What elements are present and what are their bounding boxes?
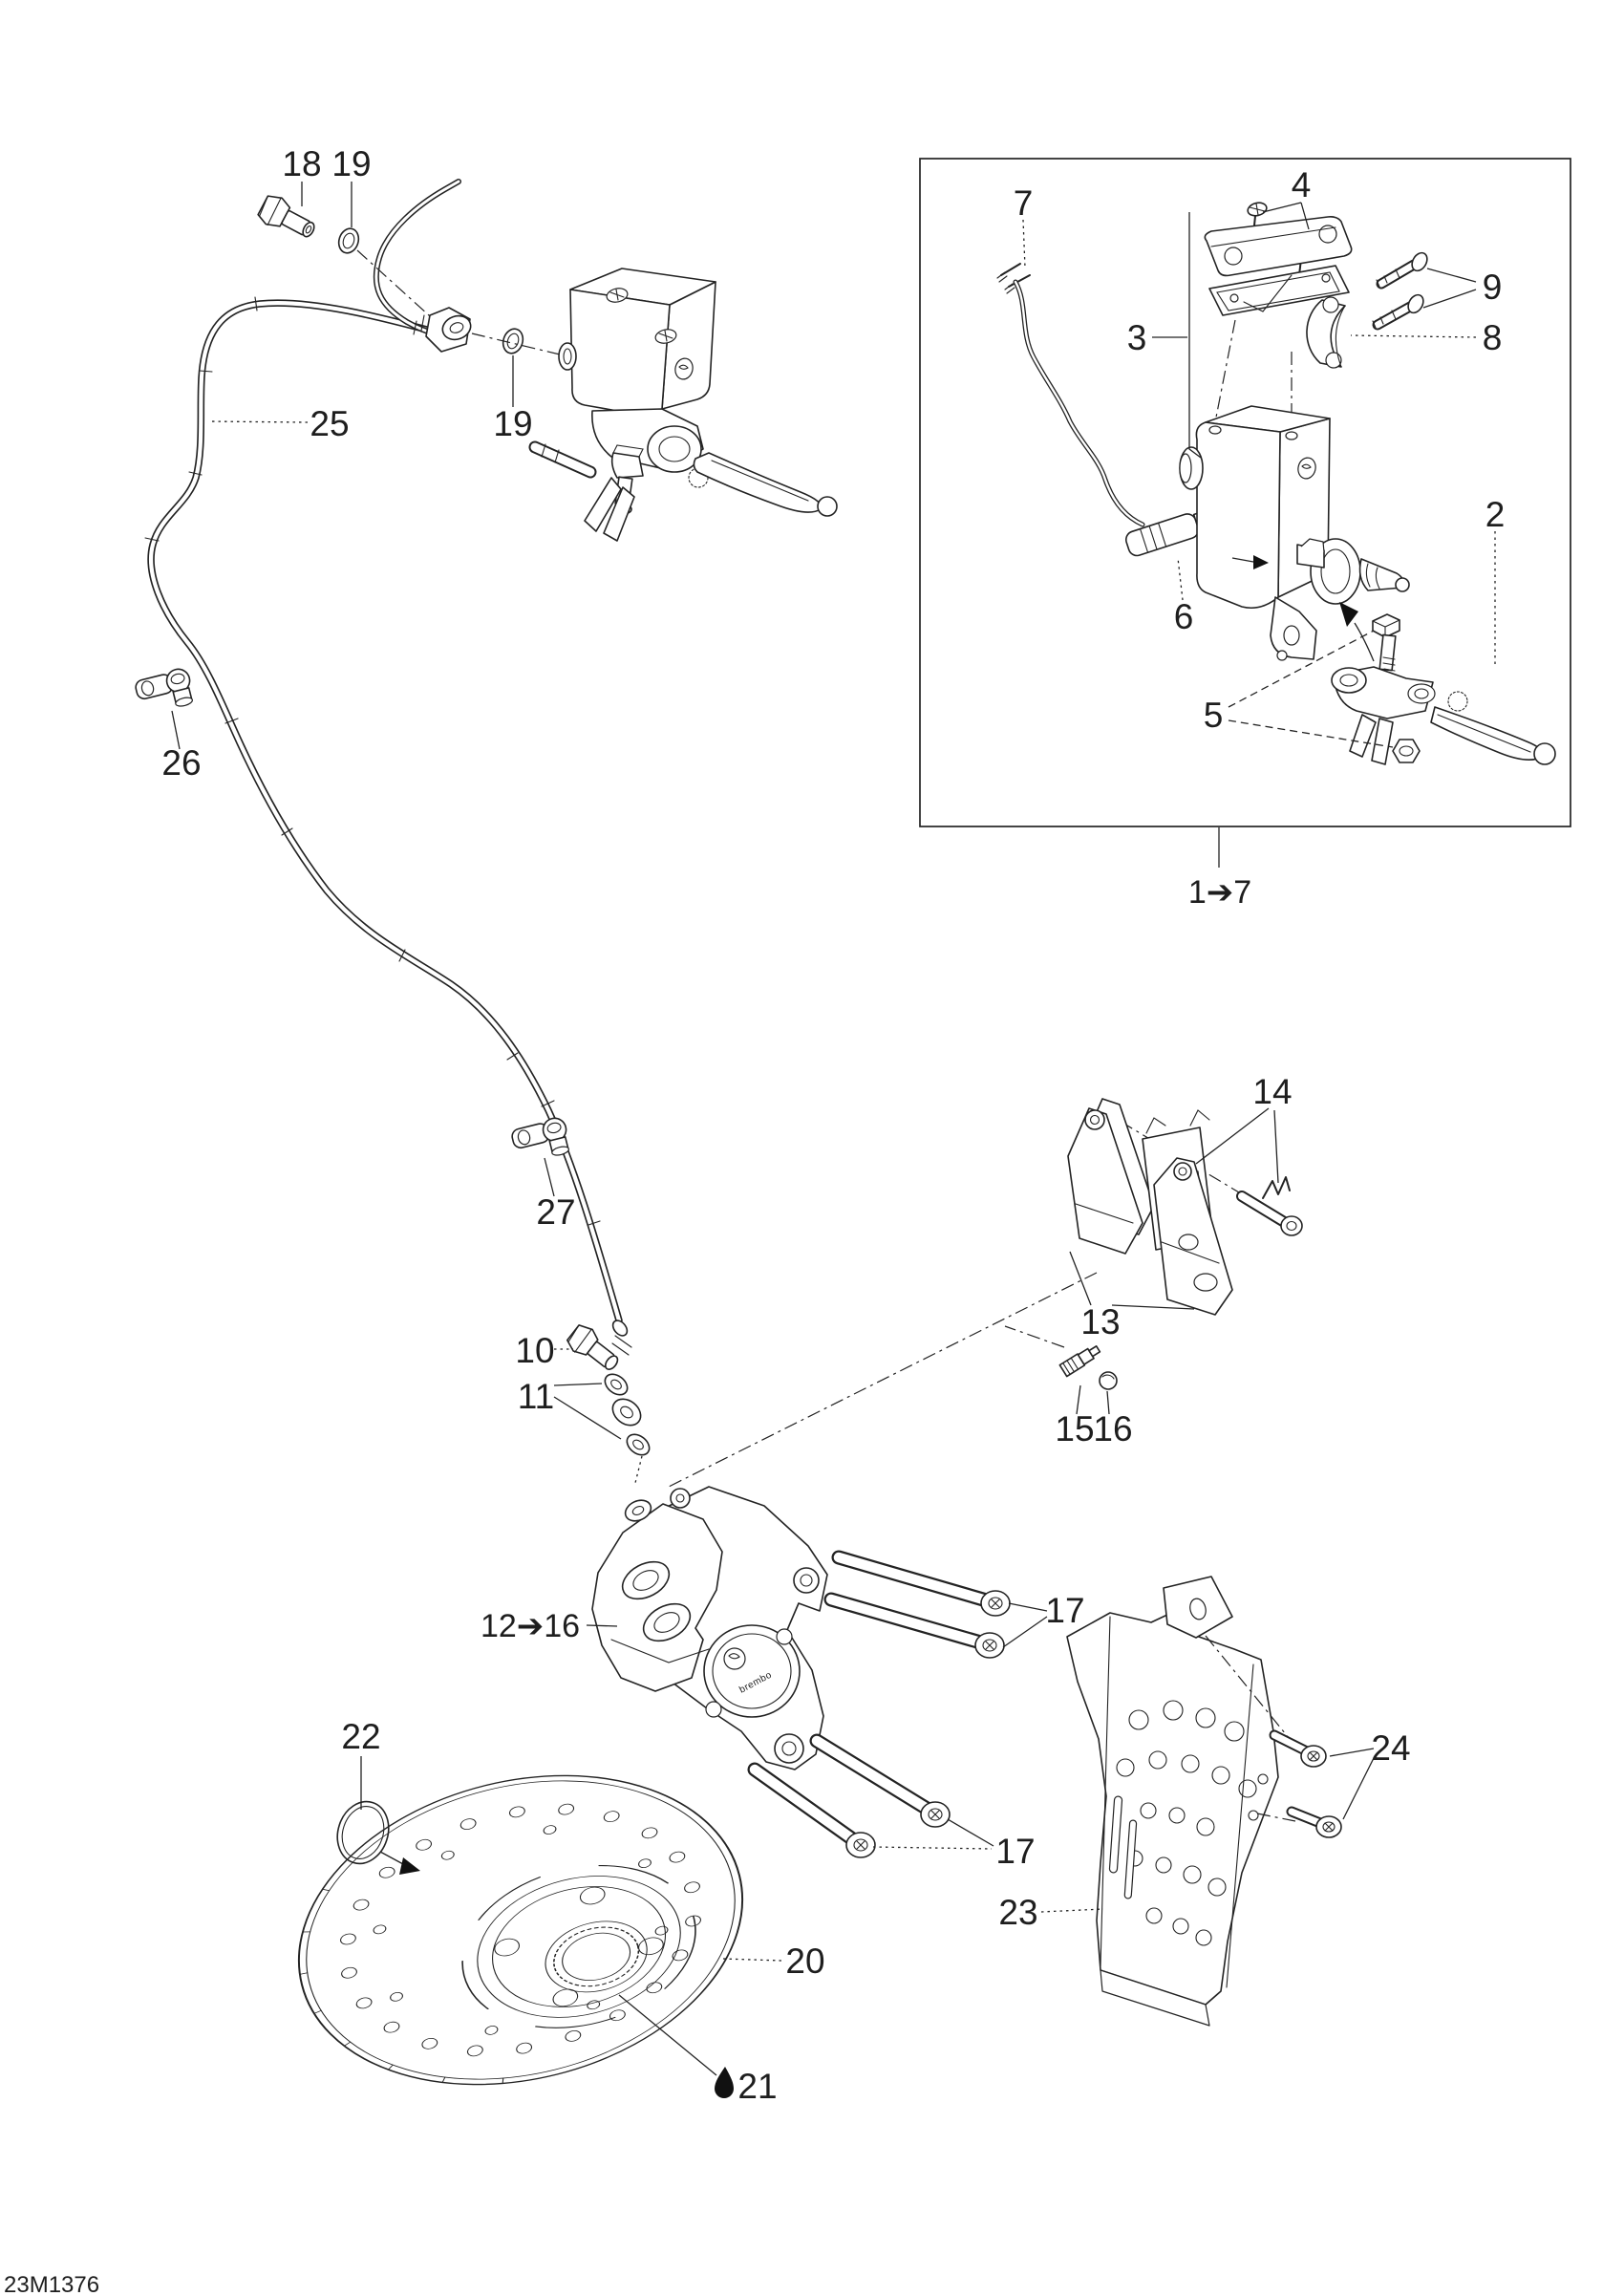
bolt18-axis [357,250,430,316]
leader-3 [1152,212,1201,458]
banjo-bolt-upper [256,192,320,246]
bleeder-cap [1100,1372,1117,1389]
callout-26: 26 [161,743,202,783]
callout-4: 4 [1291,165,1312,204]
leader-8 [1351,335,1476,337]
callout-range-1-7: 1➔7 [1187,874,1252,911]
callout-22: 22 [341,1717,381,1756]
callout-15: 15 [1055,1409,1095,1448]
callout-14: 14 [1252,1072,1293,1111]
leader-25 [208,421,308,422]
o-ring [330,1795,396,1871]
brembo-logo-text: brembo [737,1669,774,1696]
callout-7: 7 [1013,183,1034,223]
oil-drop-icon [619,1995,734,2098]
callout-range-12-16: 12➔16 [480,1608,581,1644]
pad-pin-kit [1242,1177,1302,1235]
inset-cylinder-body [1180,406,1360,660]
callout-8: 8 [1482,318,1503,357]
callout-9: 9 [1482,268,1503,307]
callout-3: 3 [1126,318,1147,357]
lever-boot [1360,559,1409,591]
wiring-connector [997,264,1030,293]
disc-hub [420,1823,737,2071]
caliper-bracket [1067,1577,1278,2026]
master-cylinder-main [535,268,837,541]
handlebar-clamp [1307,297,1345,368]
assembly-arrow-lever [1339,602,1374,661]
caliper-screws-upper [831,1557,1010,1658]
inset-master-cylinder-exploded [997,201,1555,764]
callout-16: 16 [1093,1409,1133,1448]
callout-19a: 19 [331,144,372,183]
lever-pivot-bolt [1373,614,1400,671]
callout-24: 24 [1371,1728,1411,1768]
callout-18: 18 [282,144,322,183]
leader-17-lower-b [873,1847,992,1849]
callout-23: 23 [998,1893,1038,1932]
leader-24 [1330,1749,1374,1819]
brake-pads [1068,1099,1249,1315]
callout-17-lower: 17 [995,1832,1036,1871]
document-code: 23M1376 [4,2272,100,2296]
leader-27 [545,1158,554,1196]
callout-27: 27 [536,1192,576,1232]
bleeder-valve [1059,1343,1101,1377]
leader-7 [1023,220,1025,268]
leader-17-lower-a [948,1819,994,1846]
hose-clamp-lower [510,1116,572,1166]
brake-caliper [592,1273,1097,1770]
leader-23 [1041,1909,1103,1912]
disc-hole-ring [312,1769,729,2092]
pad-pin-clip [1263,1177,1290,1198]
brake-hose [145,182,619,1320]
callout-11: 11 [517,1377,555,1416]
callout-21: 21 [737,2067,778,2106]
callout-6: 6 [1173,597,1194,636]
callout-25: 25 [310,404,350,443]
callout-17-upper: 17 [1045,1591,1085,1630]
clamp-bolts [1373,250,1430,328]
callout-5: 5 [1203,696,1224,735]
lever-pivot-nut [1393,740,1420,762]
callout-13: 13 [1080,1302,1121,1341]
hub-splines [538,1911,654,2002]
o-ring-arrow [380,1852,420,1875]
leader-6 [1178,558,1183,600]
caliper-hose-fitting [565,1318,653,1483]
callout-10: 10 [515,1331,555,1370]
callout-19b: 19 [493,404,533,443]
leader-17-upper [1003,1603,1047,1647]
callout-20: 20 [785,1942,825,1981]
leader-9 [1423,268,1476,308]
pads-to-caliper-axis [669,1273,1097,1487]
brake-lever [1332,667,1555,764]
callout-2: 2 [1485,495,1506,534]
brake-disc [266,1731,778,2129]
hose-clamp-upper [134,667,196,717]
leader-20 [723,1959,781,1961]
